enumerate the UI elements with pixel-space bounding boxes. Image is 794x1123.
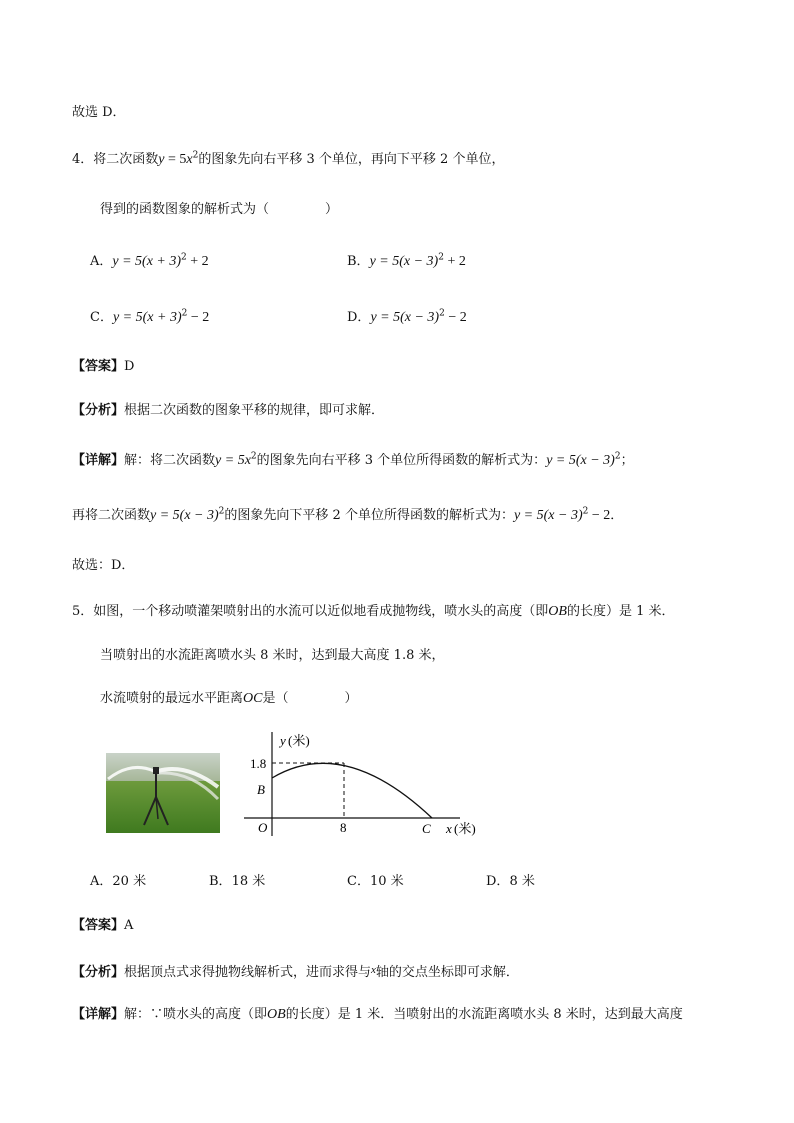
q5-stem-3-post: 是（ bbox=[262, 691, 289, 706]
q5-option-a-text: 20 米 bbox=[112, 874, 147, 889]
q4-answer-line bbox=[72, 358, 134, 376]
q4-option-d-exp: 2 bbox=[439, 308, 445, 319]
q5-option-a-label: A． bbox=[90, 874, 113, 889]
previous-answer-line bbox=[72, 104, 126, 122]
photo-grass bbox=[106, 781, 220, 833]
q5-analysis-pre: 根据顶点式求得抛物线解析式，进而求得与 bbox=[124, 965, 372, 980]
q5-stem-3-oc: OC bbox=[243, 691, 263, 706]
q5-option-c-label: C． bbox=[347, 874, 370, 889]
q5-option-b bbox=[209, 873, 265, 891]
q4-detail-2-res-exp: 2 bbox=[582, 506, 589, 517]
label-8: 8 bbox=[340, 820, 347, 835]
q5-stem-2: 当喷射出的水流距离喷水头 8 米时，达到最大高度 1.8 米， bbox=[100, 648, 445, 663]
label-o: O bbox=[258, 820, 268, 835]
q4-detail-2-end: ． bbox=[610, 508, 624, 523]
q4-answer: D bbox=[124, 359, 135, 374]
q5-number: 5． bbox=[72, 604, 94, 619]
q4-detail-2-tail: − 2 bbox=[588, 508, 611, 523]
q4-option-c-label: C． bbox=[90, 310, 113, 325]
q4-detail-2-res: y = 5(x − 3) bbox=[513, 508, 583, 523]
q5-analysis-post: 轴的交点坐标即可求解． bbox=[375, 965, 519, 980]
q4-func-y: y bbox=[158, 152, 165, 167]
q4-analysis-line bbox=[72, 402, 384, 420]
q5-answer: A bbox=[124, 918, 134, 933]
q5-option-c bbox=[347, 873, 404, 891]
q4-stem-line-2 bbox=[100, 201, 338, 219]
q5-option-b-label: B． bbox=[209, 874, 232, 889]
q4-detail-1-res-exp: 2 bbox=[614, 451, 621, 462]
q4-func-eq: = 5 bbox=[164, 152, 187, 167]
q5-stem-3-pre: 水流喷射的最远水平距离 bbox=[100, 691, 244, 706]
q5-analysis-tag: 【分析】 bbox=[72, 965, 125, 980]
y-axis-label: y bbox=[280, 733, 286, 748]
q5-stem-line-3 bbox=[100, 690, 358, 708]
q5-option-d-label: D． bbox=[486, 874, 510, 889]
q5-analysis-x: x bbox=[371, 964, 376, 976]
q5-option-d bbox=[486, 873, 535, 891]
x-axis-label: x bbox=[446, 821, 452, 836]
q4-option-a-tail: + 2 bbox=[186, 254, 209, 269]
y-axis-unit: (米) bbox=[288, 733, 310, 748]
q5-detail-ob: OB bbox=[267, 1007, 286, 1022]
parabola-figure bbox=[240, 728, 490, 840]
q5-answer-line bbox=[72, 917, 133, 935]
q5-stem-line-1 bbox=[72, 603, 675, 621]
q4-number: 4． bbox=[72, 152, 94, 167]
water-parabola bbox=[272, 763, 432, 818]
q4-analysis: 根据二次函数的图象平移的规律，即可求解． bbox=[124, 403, 385, 418]
q4-func-x: x bbox=[186, 152, 193, 167]
q4-analysis-tag: 【分析】 bbox=[72, 403, 125, 418]
previous-answer-text: 故选 D． bbox=[72, 105, 126, 120]
q4-option-b-label: B． bbox=[347, 254, 370, 269]
q4-func-exp: 2 bbox=[192, 150, 199, 161]
q5-option-a bbox=[90, 873, 146, 891]
q4-option-c-tail: − 2 bbox=[187, 310, 210, 325]
q4-detail-1-res: y = 5(x − 3) bbox=[546, 453, 615, 468]
q4-option-a-label: A． bbox=[90, 254, 113, 269]
q4-detail-1-mid: 的图象先向右平移 3 个单位所得函数的解析式为： bbox=[256, 453, 547, 468]
q4-option-d-label: D． bbox=[347, 310, 371, 325]
q5-detail-line bbox=[72, 1006, 683, 1024]
sprinkler-photo bbox=[106, 753, 220, 833]
q4-detail-1-pre: 解：将二次函数 bbox=[124, 453, 216, 468]
q5-answer-tag: 【答案】 bbox=[72, 918, 125, 933]
label-1-8: 1.8 bbox=[250, 756, 267, 771]
q5-close-paren: ） bbox=[344, 691, 358, 706]
q4-stem-line-2-text: 得到的函数图象的解析式为（ bbox=[100, 202, 270, 217]
q4-detail-tag: 【详解】 bbox=[72, 453, 125, 468]
q4-detail-1-exp: 2 bbox=[250, 451, 257, 462]
q4-stem-post: 的图象先向右平移 3 个单位，再向下平移 2 个单位， bbox=[198, 152, 505, 167]
label-b: B bbox=[257, 782, 265, 797]
q4-option-d bbox=[347, 309, 467, 327]
q5-detail-tag: 【详解】 bbox=[72, 1007, 125, 1022]
q5-option-d-text: 8 米 bbox=[509, 874, 535, 889]
label-c: C bbox=[422, 821, 431, 836]
q4-final-line bbox=[72, 557, 134, 575]
q5-stem-1-pre: 如图，一个移动喷灌架喷射出的水流可以近似地看成抛物线，喷水头的高度（即 bbox=[93, 604, 549, 619]
q5-stem-1-post: 的长度）是 1 米． bbox=[566, 604, 675, 619]
q4-option-d-expr: y = 5(x − 3) bbox=[370, 310, 440, 325]
q4-option-d-tail: − 2 bbox=[444, 310, 467, 325]
q4-detail-line-2 bbox=[72, 507, 623, 525]
q4-option-a bbox=[90, 253, 209, 271]
q5-detail-post: 的长度）是 1 米．当喷射出的水流距离喷水头 8 米时，达到最大高度 bbox=[285, 1007, 683, 1022]
q4-final: 故选：D． bbox=[72, 558, 135, 573]
q4-close-paren: ） bbox=[325, 202, 339, 217]
q5-option-b-text: 18 米 bbox=[231, 874, 266, 889]
q4-option-b-tail: + 2 bbox=[443, 254, 466, 269]
x-axis-unit: (米) bbox=[454, 821, 476, 836]
q4-option-b-exp: 2 bbox=[438, 252, 444, 263]
q4-detail-2-mid: 的图象先向下平移 2 个单位所得函数的解析式为： bbox=[224, 508, 514, 523]
q4-option-b-expr: y = 5(x − 3) bbox=[369, 254, 439, 269]
q4-detail-line-1 bbox=[72, 452, 634, 470]
q4-stem-line-1 bbox=[72, 151, 504, 169]
q4-option-c-exp: 2 bbox=[181, 308, 188, 319]
q4-detail-1-end: ； bbox=[620, 453, 634, 468]
q4-option-b bbox=[347, 253, 466, 271]
q4-answer-tag: 【答案】 bbox=[72, 359, 125, 374]
q5-option-c-text: 10 米 bbox=[369, 874, 404, 889]
q4-option-c-expr: y = 5(x + 3) bbox=[112, 310, 182, 325]
q4-option-a-exp: 2 bbox=[181, 252, 187, 263]
q4-stem-pre: 将二次函数 bbox=[93, 152, 159, 167]
q5-analysis-line bbox=[72, 961, 519, 982]
q5-stem-line-2 bbox=[100, 647, 444, 665]
q4-option-a-expr: y = 5(x + 3) bbox=[112, 254, 182, 269]
q4-detail-2-pre: 再将二次函数 bbox=[72, 508, 151, 523]
q4-detail-2-exp: 2 bbox=[218, 506, 225, 517]
q5-detail-pre: 解：∵喷水头的高度（即 bbox=[124, 1007, 268, 1022]
q4-detail-2-eq: y = 5(x − 3) bbox=[150, 508, 219, 523]
q4-option-c bbox=[90, 309, 209, 327]
q5-stem-1-ob: OB bbox=[548, 604, 567, 619]
q4-detail-1-eq: y = 5x bbox=[215, 453, 251, 468]
photo-sprinkler-head bbox=[153, 767, 159, 774]
